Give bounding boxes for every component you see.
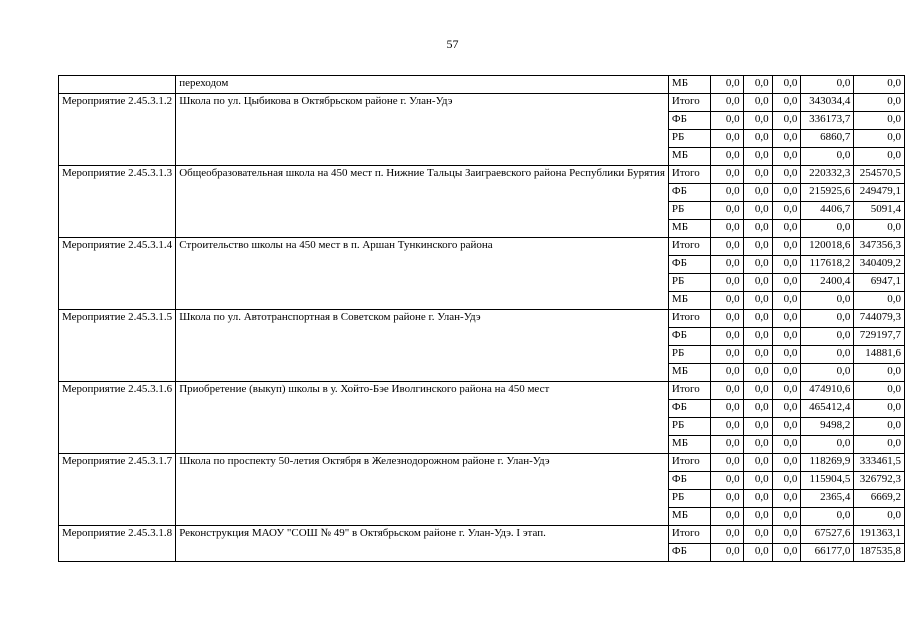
amount-cell: 0,0 xyxy=(801,292,854,310)
funding-source-cell: Итого xyxy=(668,238,711,256)
amount-cell: 0,0 xyxy=(743,94,772,112)
amount-cell: 0,0 xyxy=(772,166,801,184)
amount-cell: 0,0 xyxy=(711,76,743,94)
amount-cell: 0,0 xyxy=(854,130,905,148)
amount-cell: 6860,7 xyxy=(801,130,854,148)
event-code-cell: Мероприятие 2.45.3.1.2 xyxy=(59,94,176,166)
amount-cell: 0,0 xyxy=(743,382,772,400)
amount-cell: 0,0 xyxy=(743,544,772,562)
amount-cell: 0,0 xyxy=(772,382,801,400)
amount-cell: 0,0 xyxy=(854,400,905,418)
amount-cell: 5091,4 xyxy=(854,202,905,220)
amount-cell: 0,0 xyxy=(772,544,801,562)
amount-cell: 0,0 xyxy=(772,328,801,346)
amount-cell: 0,0 xyxy=(743,526,772,544)
amount-cell: 0,0 xyxy=(772,364,801,382)
funding-source-cell: Итого xyxy=(668,310,711,328)
amount-cell: 0,0 xyxy=(743,166,772,184)
amount-cell: 0,0 xyxy=(743,76,772,94)
amount-cell: 6947,1 xyxy=(854,274,905,292)
amount-cell: 0,0 xyxy=(711,292,743,310)
amount-cell: 0,0 xyxy=(854,418,905,436)
table-row xyxy=(59,526,905,544)
amount-cell: 0,0 xyxy=(854,292,905,310)
amount-cell: 0,0 xyxy=(743,364,772,382)
amount-cell: 0,0 xyxy=(711,220,743,238)
event-name-cell: Общеобразовательная школа на 450 мест п. Нижние Тальцы Заиграевского района Республики Бурятия xyxy=(176,166,669,238)
amount-cell: 0,0 xyxy=(743,220,772,238)
table-row xyxy=(59,76,905,94)
funding-source-cell: РБ xyxy=(668,490,711,508)
amount-cell: 0,0 xyxy=(711,544,743,562)
amount-cell: 0,0 xyxy=(772,310,801,328)
amount-cell: 0,0 xyxy=(711,202,743,220)
amount-cell: 0,0 xyxy=(772,490,801,508)
amount-cell: 0,0 xyxy=(854,76,905,94)
amount-cell: 0,0 xyxy=(854,364,905,382)
amount-cell: 2365,4 xyxy=(801,490,854,508)
amount-cell: 0,0 xyxy=(772,112,801,130)
amount-cell: 0,0 xyxy=(711,130,743,148)
amount-cell: 0,0 xyxy=(801,346,854,364)
amount-cell: 0,0 xyxy=(854,436,905,454)
amount-cell: 0,0 xyxy=(743,148,772,166)
event-name-cell: Школа по проспекту 50-летия Октября в Железнодорожном районе г. Улан-Удэ xyxy=(176,454,669,526)
amount-cell: 0,0 xyxy=(772,346,801,364)
amount-cell: 6669,2 xyxy=(854,490,905,508)
funding-source-cell: МБ xyxy=(668,364,711,382)
amount-cell: 249479,1 xyxy=(854,184,905,202)
amount-cell: 0,0 xyxy=(711,454,743,472)
amount-cell: 0,0 xyxy=(772,256,801,274)
funding-source-cell: ФБ xyxy=(668,544,711,562)
page-number: 57 xyxy=(446,37,459,51)
amount-cell: 326792,3 xyxy=(854,472,905,490)
table-row xyxy=(59,382,905,400)
amount-cell: 4406,7 xyxy=(801,202,854,220)
funding-source-cell: МБ xyxy=(668,508,711,526)
event-name-cell: Школа по ул. Автотранспортная в Советском районе г. Улан-Удэ xyxy=(176,310,669,382)
amount-cell: 744079,3 xyxy=(854,310,905,328)
amount-cell: 0,0 xyxy=(743,238,772,256)
amount-cell: 343034,4 xyxy=(801,94,854,112)
amount-cell: 0,0 xyxy=(743,400,772,418)
amount-cell: 0,0 xyxy=(801,76,854,94)
event-code-cell: Мероприятие 2.45.3.1.7 xyxy=(59,454,176,526)
amount-cell: 0,0 xyxy=(772,76,801,94)
amount-cell: 0,0 xyxy=(772,400,801,418)
amount-cell: 67527,6 xyxy=(801,526,854,544)
amount-cell: 0,0 xyxy=(743,472,772,490)
funding-source-cell: Итого xyxy=(668,454,711,472)
amount-cell: 0,0 xyxy=(801,310,854,328)
table-row xyxy=(59,94,905,112)
amount-cell: 115904,5 xyxy=(801,472,854,490)
funding-source-cell: РБ xyxy=(668,130,711,148)
amount-cell: 9498,2 xyxy=(801,418,854,436)
funding-source-cell: ФБ xyxy=(668,184,711,202)
amount-cell: 0,0 xyxy=(854,112,905,130)
amount-cell: 0,0 xyxy=(801,148,854,166)
amount-cell: 0,0 xyxy=(801,436,854,454)
amount-cell: 0,0 xyxy=(772,202,801,220)
funding-source-cell: МБ xyxy=(668,436,711,454)
amount-cell: 0,0 xyxy=(711,310,743,328)
amount-cell: 0,0 xyxy=(743,274,772,292)
funding-source-cell: Итого xyxy=(668,526,711,544)
event-name-cell: Приобретение (выкуп) школы в у. Хойто-Бэе Иволгинского района на 450 мест xyxy=(176,382,669,454)
amount-cell: 0,0 xyxy=(801,364,854,382)
amount-cell: 0,0 xyxy=(743,490,772,508)
amount-cell: 729197,7 xyxy=(854,328,905,346)
amount-cell: 0,0 xyxy=(743,436,772,454)
amount-cell: 0,0 xyxy=(772,526,801,544)
amount-cell: 474910,6 xyxy=(801,382,854,400)
amount-cell: 0,0 xyxy=(711,184,743,202)
amount-cell: 0,0 xyxy=(711,490,743,508)
funding-source-cell: ФБ xyxy=(668,400,711,418)
funding-source-cell: Итого xyxy=(668,382,711,400)
funding-source-cell: МБ xyxy=(668,220,711,238)
amount-cell: 0,0 xyxy=(743,418,772,436)
amount-cell: 0,0 xyxy=(711,526,743,544)
amount-cell: 0,0 xyxy=(801,220,854,238)
amount-cell: 0,0 xyxy=(711,436,743,454)
amount-cell: 0,0 xyxy=(711,274,743,292)
event-code-cell: Мероприятие 2.45.3.1.8 xyxy=(59,526,176,562)
amount-cell: 0,0 xyxy=(743,310,772,328)
table-row xyxy=(59,454,905,472)
amount-cell: 187535,8 xyxy=(854,544,905,562)
amount-cell: 0,0 xyxy=(743,130,772,148)
amount-cell: 0,0 xyxy=(772,220,801,238)
amount-cell: 0,0 xyxy=(711,364,743,382)
amount-cell: 0,0 xyxy=(711,112,743,130)
amount-cell: 0,0 xyxy=(854,508,905,526)
event-code-cell: Мероприятие 2.45.3.1.4 xyxy=(59,238,176,310)
amount-cell: 0,0 xyxy=(711,328,743,346)
amount-cell: 0,0 xyxy=(711,400,743,418)
amount-cell: 0,0 xyxy=(772,292,801,310)
funding-source-cell: РБ xyxy=(668,274,711,292)
amount-cell: 118269,9 xyxy=(801,454,854,472)
amount-cell: 0,0 xyxy=(711,418,743,436)
amount-cell: 0,0 xyxy=(711,148,743,166)
amount-cell: 0,0 xyxy=(743,454,772,472)
amount-cell: 0,0 xyxy=(743,112,772,130)
amount-cell: 340409,2 xyxy=(854,256,905,274)
amount-cell: 0,0 xyxy=(772,274,801,292)
amount-cell: 0,0 xyxy=(772,130,801,148)
amount-cell: 347356,3 xyxy=(854,238,905,256)
funding-source-cell: РБ xyxy=(668,202,711,220)
amount-cell: 120018,6 xyxy=(801,238,854,256)
amount-cell: 0,0 xyxy=(772,94,801,112)
funding-source-cell: Итого xyxy=(668,166,711,184)
amount-cell: 0,0 xyxy=(711,346,743,364)
amount-cell: 0,0 xyxy=(801,328,854,346)
table-row xyxy=(59,310,905,328)
funding-source-cell: МБ xyxy=(668,292,711,310)
amount-cell: 0,0 xyxy=(743,184,772,202)
amount-cell: 66177,0 xyxy=(801,544,854,562)
funding-source-cell: ФБ xyxy=(668,472,711,490)
amount-cell: 336173,7 xyxy=(801,112,854,130)
funding-source-cell: МБ xyxy=(668,76,711,94)
amount-cell: 0,0 xyxy=(711,166,743,184)
event-code-cell: Мероприятие 2.45.3.1.6 xyxy=(59,382,176,454)
amount-cell: 0,0 xyxy=(854,94,905,112)
amount-cell: 0,0 xyxy=(743,292,772,310)
amount-cell: 0,0 xyxy=(772,148,801,166)
amount-cell: 465412,4 xyxy=(801,400,854,418)
funding-source-cell: Итого xyxy=(668,94,711,112)
amount-cell: 0,0 xyxy=(854,382,905,400)
funding-source-cell: ФБ xyxy=(668,328,711,346)
amount-cell: 0,0 xyxy=(772,508,801,526)
amount-cell: 0,0 xyxy=(772,436,801,454)
amount-cell: 0,0 xyxy=(772,454,801,472)
budget-table xyxy=(58,75,905,562)
amount-cell: 0,0 xyxy=(711,256,743,274)
funding-source-cell: РБ xyxy=(668,346,711,364)
amount-cell: 14881,6 xyxy=(854,346,905,364)
funding-source-cell: ФБ xyxy=(668,256,711,274)
amount-cell: 0,0 xyxy=(711,94,743,112)
amount-cell: 191363,1 xyxy=(854,526,905,544)
amount-cell: 215925,6 xyxy=(801,184,854,202)
amount-cell: 0,0 xyxy=(743,202,772,220)
amount-cell: 0,0 xyxy=(743,256,772,274)
amount-cell: 0,0 xyxy=(772,184,801,202)
amount-cell: 0,0 xyxy=(743,508,772,526)
amount-cell: 0,0 xyxy=(743,346,772,364)
amount-cell: 0,0 xyxy=(711,238,743,256)
funding-source-cell: РБ xyxy=(668,418,711,436)
amount-cell: 0,0 xyxy=(711,382,743,400)
amount-cell: 0,0 xyxy=(772,472,801,490)
amount-cell: 254570,5 xyxy=(854,166,905,184)
amount-cell: 117618,2 xyxy=(801,256,854,274)
event-code-cell xyxy=(59,76,176,94)
amount-cell: 0,0 xyxy=(801,508,854,526)
amount-cell: 220332,3 xyxy=(801,166,854,184)
event-name-cell: Школа по ул. Цыбикова в Октябрьском районе г. Улан-Удэ xyxy=(176,94,669,166)
amount-cell: 0,0 xyxy=(772,418,801,436)
funding-source-cell: МБ xyxy=(668,148,711,166)
amount-cell: 0,0 xyxy=(711,472,743,490)
event-name-cell: переходом xyxy=(176,76,669,94)
event-name-cell: Реконструкция МАОУ "СОШ № 49" в Октябрьском районе г. Улан-Удэ. I этап. xyxy=(176,526,669,562)
event-code-cell: Мероприятие 2.45.3.1.5 xyxy=(59,310,176,382)
event-code-cell: Мероприятие 2.45.3.1.3 xyxy=(59,166,176,238)
amount-cell: 0,0 xyxy=(772,238,801,256)
event-name-cell: Строительство школы на 450 мест в п. Аршан Тункинского района xyxy=(176,238,669,310)
amount-cell: 0,0 xyxy=(743,328,772,346)
table-row xyxy=(59,166,905,184)
funding-source-cell: ФБ xyxy=(668,112,711,130)
amount-cell: 0,0 xyxy=(854,148,905,166)
amount-cell: 333461,5 xyxy=(854,454,905,472)
amount-cell: 0,0 xyxy=(854,220,905,238)
amount-cell: 2400,4 xyxy=(801,274,854,292)
amount-cell: 0,0 xyxy=(711,508,743,526)
table-row xyxy=(59,238,905,256)
table-body xyxy=(59,76,905,562)
